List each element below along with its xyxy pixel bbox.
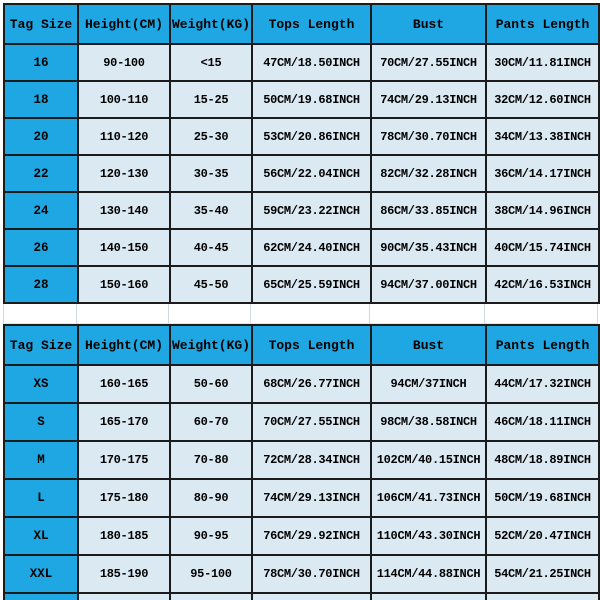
tag-size-cell: M xyxy=(4,441,78,479)
weight-cell: 95-100 xyxy=(170,555,252,593)
table-row xyxy=(4,44,599,81)
tag-size-cell: XXL xyxy=(4,555,78,593)
pants-length-cell: 34CM/13.38INCH xyxy=(486,118,599,155)
height-cell: 130-140 xyxy=(78,192,170,229)
height-cell: 110-120 xyxy=(78,118,170,155)
table-row xyxy=(4,479,599,517)
table-gap-divider xyxy=(3,304,598,324)
pants-length-cell: 32CM/12.60INCH xyxy=(486,81,599,118)
col-header-tops-length: Tops Length xyxy=(252,4,371,44)
pants-length-cell: 40CM/15.74INCH xyxy=(486,229,599,266)
weight-cell: 80-90 xyxy=(170,479,252,517)
pants-length-cell: 44CM/17.32INCH xyxy=(486,365,599,403)
weight-cell: 90-95 xyxy=(170,517,252,555)
pants-length-cell: 46CM/18.11INCH xyxy=(486,403,599,441)
pants-length-cell: 52CM/20.47INCH xyxy=(486,517,599,555)
col-header-height: Height(CM) xyxy=(78,325,170,365)
tag-size-cell: L xyxy=(4,479,78,517)
tag-size-cell: S xyxy=(4,403,78,441)
kids-header-row xyxy=(4,4,599,44)
height-cell: 120-130 xyxy=(78,155,170,192)
tops-length-cell: 68CM/26.77INCH xyxy=(252,365,371,403)
pants-length-cell: 30CM/11.81INCH xyxy=(486,44,599,81)
height-cell: 160-165 xyxy=(78,365,170,403)
gap-cell xyxy=(370,304,485,324)
adult-header-row xyxy=(4,325,599,365)
tops-length-cell: 65CM/25.59INCH xyxy=(252,266,371,303)
weight-cell: 70-80 xyxy=(170,441,252,479)
weight-cell: 40-45 xyxy=(170,229,252,266)
bust-cell: 106CM/41.73INCH xyxy=(371,479,486,517)
table-row xyxy=(4,365,599,403)
weight-cell: 60-70 xyxy=(170,403,252,441)
bust-cell: 86CM/33.85INCH xyxy=(371,192,486,229)
weight-cell: 35-40 xyxy=(170,192,252,229)
weight-cell: 25-30 xyxy=(170,118,252,155)
tag-size-cell xyxy=(4,593,78,600)
height-cell: 180-185 xyxy=(78,517,170,555)
table-row xyxy=(4,517,599,555)
gap-cell xyxy=(169,304,251,324)
tag-size-cell: 20 xyxy=(4,118,78,155)
weight-cell xyxy=(170,593,252,600)
col-header-bust: Bust xyxy=(371,325,486,365)
bust-cell: 98CM/38.58INCH xyxy=(371,403,486,441)
pants-length-cell: 36CM/14.17INCH xyxy=(486,155,599,192)
tops-length-cell xyxy=(252,593,371,600)
kids-size-table xyxy=(3,3,600,304)
height-cell xyxy=(78,593,170,600)
height-cell: 165-170 xyxy=(78,403,170,441)
bust-cell: 74CM/29.13INCH xyxy=(371,81,486,118)
pants-length-cell: 50CM/19.68INCH xyxy=(486,479,599,517)
pants-length-cell: 42CM/16.53INCH xyxy=(486,266,599,303)
pants-length-cell xyxy=(486,593,599,600)
col-header-pants-length: Pants Length xyxy=(486,325,599,365)
table-row xyxy=(4,118,599,155)
gap-cell xyxy=(251,304,370,324)
table-row xyxy=(4,81,599,118)
weight-cell: 45-50 xyxy=(170,266,252,303)
height-cell: 90-100 xyxy=(78,44,170,81)
tag-size-cell: 24 xyxy=(4,192,78,229)
table-row xyxy=(4,441,599,479)
bust-cell xyxy=(371,593,486,600)
adult-size-table xyxy=(3,324,600,600)
tops-length-cell: 56CM/22.04INCH xyxy=(252,155,371,192)
pants-length-cell: 54CM/21.25INCH xyxy=(486,555,599,593)
gap-cell xyxy=(77,304,169,324)
col-header-tag-size: Tag Size xyxy=(4,325,78,365)
tops-length-cell: 59CM/23.22INCH xyxy=(252,192,371,229)
table-row xyxy=(4,192,599,229)
table-row xyxy=(4,229,599,266)
bust-cell: 70CM/27.55INCH xyxy=(371,44,486,81)
bust-cell: 94CM/37.00INCH xyxy=(371,266,486,303)
table-row xyxy=(4,266,599,303)
tops-length-cell: 78CM/30.70INCH xyxy=(252,555,371,593)
gap-cell xyxy=(485,304,598,324)
height-cell: 185-190 xyxy=(78,555,170,593)
bust-cell: 114CM/44.88INCH xyxy=(371,555,486,593)
tops-length-cell: 76CM/29.92INCH xyxy=(252,517,371,555)
tops-length-cell: 62CM/24.40INCH xyxy=(252,229,371,266)
tops-length-cell: 53CM/20.86INCH xyxy=(252,118,371,155)
tops-length-cell: 72CM/28.34INCH xyxy=(252,441,371,479)
col-header-height: Height(CM) xyxy=(78,4,170,44)
col-header-bust: Bust xyxy=(371,4,486,44)
height-cell: 100-110 xyxy=(78,81,170,118)
table-row xyxy=(4,403,599,441)
table-row xyxy=(4,155,599,192)
bust-cell: 110CM/43.30INCH xyxy=(371,517,486,555)
tag-size-cell: 22 xyxy=(4,155,78,192)
bust-cell: 94CM/37INCH xyxy=(371,365,486,403)
tops-length-cell: 70CM/27.55INCH xyxy=(252,403,371,441)
col-header-tops-length: Tops Length xyxy=(252,325,371,365)
bust-cell: 78CM/30.70INCH xyxy=(371,118,486,155)
tops-length-cell: 50CM/19.68INCH xyxy=(252,81,371,118)
gap-cell xyxy=(3,304,77,324)
tag-size-cell: 16 xyxy=(4,44,78,81)
col-header-weight: Weight(KG) xyxy=(170,4,252,44)
tops-length-cell: 47CM/18.50INCH xyxy=(252,44,371,81)
tag-size-cell: XL xyxy=(4,517,78,555)
weight-cell: 15-25 xyxy=(170,81,252,118)
table-row-clipped xyxy=(4,593,599,600)
table-row xyxy=(4,555,599,593)
tag-size-cell: 26 xyxy=(4,229,78,266)
weight-cell: <15 xyxy=(170,44,252,81)
height-cell: 175-180 xyxy=(78,479,170,517)
weight-cell: 30-35 xyxy=(170,155,252,192)
tag-size-cell: 28 xyxy=(4,266,78,303)
pants-length-cell: 48CM/18.89INCH xyxy=(486,441,599,479)
tag-size-cell: 18 xyxy=(4,81,78,118)
height-cell: 150-160 xyxy=(78,266,170,303)
height-cell: 140-150 xyxy=(78,229,170,266)
col-header-weight: Weight(KG) xyxy=(170,325,252,365)
height-cell: 170-175 xyxy=(78,441,170,479)
bust-cell: 102CM/40.15INCH xyxy=(371,441,486,479)
weight-cell: 50-60 xyxy=(170,365,252,403)
tag-size-cell: XS xyxy=(4,365,78,403)
bust-cell: 90CM/35.43INCH xyxy=(371,229,486,266)
bust-cell: 82CM/32.28INCH xyxy=(371,155,486,192)
pants-length-cell: 38CM/14.96INCH xyxy=(486,192,599,229)
col-header-tag-size: Tag Size xyxy=(4,4,78,44)
tops-length-cell: 74CM/29.13INCH xyxy=(252,479,371,517)
col-header-pants-length: Pants Length xyxy=(486,4,599,44)
